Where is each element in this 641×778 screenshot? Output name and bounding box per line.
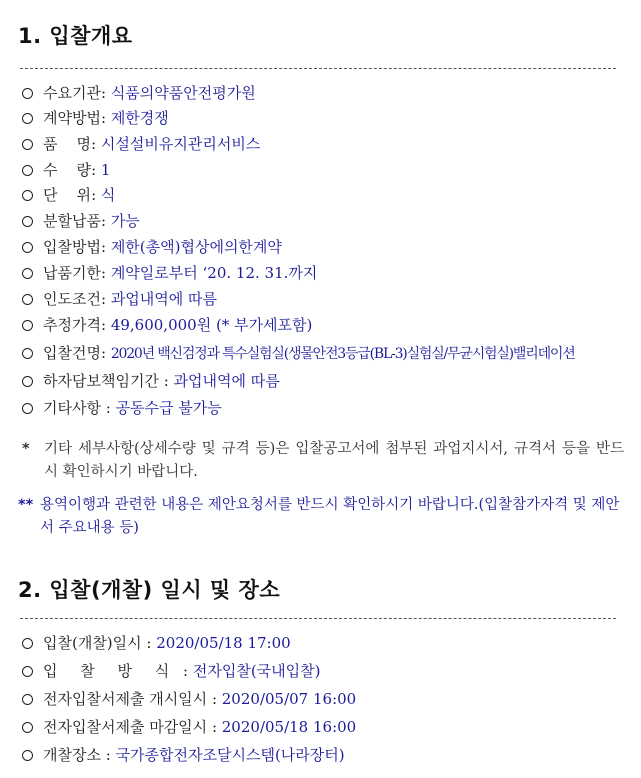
row-separator: : (100, 290, 107, 308)
section-title-schedule: 2. 입찰(개찰) 일시 및 장소 (18, 578, 281, 602)
row-value: 전자입찰(국내입찰) (192, 662, 321, 680)
info-row-partial-delivery (22, 212, 140, 230)
row-value: 가능 (110, 212, 140, 230)
info-row-contract-method (22, 109, 169, 127)
row-separator: : (91, 186, 97, 204)
circle-bullet-icon (22, 165, 33, 176)
info-row-warranty-period (22, 372, 280, 390)
circle-bullet-icon (22, 216, 33, 227)
circle-bullet-icon (22, 190, 33, 201)
row-value: 국가종합전자조달시스템(나라장터) (115, 746, 345, 764)
row-separator: : (91, 135, 97, 153)
row-value: 2020년 백신검정과 특수실험실(생물안전3등급(BL-3)실험실/무균시험실)밸리데이션 (110, 346, 575, 362)
row-label: 수 량 (43, 161, 92, 179)
row-value: 2020/05/18 17:00 (156, 634, 291, 652)
row-value: 제한경쟁 (110, 109, 169, 127)
section-divider (20, 618, 616, 619)
row-label: 입찰방법 (43, 238, 101, 256)
row-value: 2020/05/18 16:00 (221, 718, 357, 736)
row-label: 추정가격 (43, 316, 101, 334)
row-value: 1 (100, 161, 111, 179)
row-separator: : (100, 212, 107, 230)
circle-bullet-icon (22, 638, 33, 649)
row-label: 입찰(개찰)일시 (43, 634, 142, 652)
row-value: 49,600,000원 (* 부가세포함) (110, 316, 313, 334)
circle-bullet-icon (22, 268, 33, 279)
row-label: 납품기한 (43, 264, 101, 282)
info-row-other-matters (22, 399, 222, 417)
row-label: 전자입찰서제출 개시일시 (43, 690, 208, 708)
note-asterisk: * (22, 441, 30, 457)
row-separator: : (100, 344, 107, 362)
row-separator: : (207, 718, 222, 736)
info-row-unit (22, 186, 115, 204)
row-value: 식품의약품안전평가원 (110, 84, 256, 102)
row-separator: : (91, 161, 97, 179)
row-label: 개찰장소 (43, 746, 101, 764)
row-separator: : (100, 399, 116, 417)
note-double-asterisk: ** (18, 497, 34, 513)
row-label: 분할납품 (43, 212, 101, 230)
row-separator: : (100, 238, 107, 256)
info-row-delivery-deadline (22, 264, 317, 282)
section-divider (20, 68, 616, 69)
row-value: 시설설비유지관리서비스 (100, 135, 261, 153)
circle-bullet-icon (22, 750, 33, 761)
note-text: 기타 세부사항(상세수량 및 규격 등)은 입찰공고서에 첨부된 과업지시서, 규격서 등을 반드시 확인하시기 바랍니다. (44, 441, 624, 480)
info-row-item-name (22, 135, 260, 153)
circle-bullet-icon (22, 403, 33, 414)
schedule-row-submission-end (22, 718, 356, 736)
circle-bullet-icon (22, 320, 33, 331)
row-separator: : (100, 264, 107, 282)
note-text: 용역이행과 관련한 내용은 제안요청서를 반드시 확인하시기 바랍니다.(입찰참가자격 및 제안서 주요내용 등) (40, 497, 620, 536)
row-label: 단 위 (43, 186, 92, 204)
row-separator: : (100, 84, 107, 102)
row-label: 입 찰 방 식 (43, 662, 179, 680)
circle-bullet-icon (22, 376, 33, 387)
schedule-row-bid-type (22, 662, 320, 680)
circle-bullet-icon (22, 242, 33, 253)
circle-bullet-icon (22, 139, 33, 150)
schedule-row-bid-datetime (22, 634, 291, 652)
circle-bullet-icon (22, 722, 33, 733)
circle-bullet-icon (22, 666, 33, 677)
row-label: 품 명 (43, 135, 92, 153)
info-row-quantity (22, 161, 110, 179)
info-row-bid-title (22, 344, 575, 363)
row-value: 2020/05/07 16:00 (221, 690, 357, 708)
row-separator: : (178, 662, 193, 680)
schedule-row-opening-place (22, 746, 345, 764)
circle-bullet-icon (22, 348, 33, 359)
row-separator: : (100, 746, 116, 764)
schedule-row-submission-start (22, 690, 356, 708)
row-value: 과업내역에 따름 (173, 372, 280, 390)
info-row-estimated-price (22, 316, 312, 334)
row-separator: : (158, 372, 174, 390)
row-label: 하자담보책임기간 (43, 372, 159, 390)
row-label: 수요기관 (43, 84, 101, 102)
row-label: 전자입찰서제출 마감일시 (43, 718, 208, 736)
info-row-agency (22, 84, 256, 102)
circle-bullet-icon (22, 294, 33, 305)
circle-bullet-icon (22, 113, 33, 124)
row-separator: : (141, 634, 157, 652)
row-value: 과업내역에 따름 (110, 290, 218, 308)
row-separator: : (100, 109, 107, 127)
row-value: 식 (100, 186, 116, 204)
row-label: 인도조건 (43, 290, 101, 308)
row-label: 계약방법 (43, 109, 101, 127)
info-row-bid-method (22, 238, 282, 256)
circle-bullet-icon (22, 88, 33, 99)
row-label: 입찰건명 (43, 344, 101, 362)
row-separator: : (207, 690, 222, 708)
section-title-overview: 1. 입찰개요 (18, 24, 133, 48)
circle-bullet-icon (22, 694, 33, 705)
row-label: 기타사항 (43, 399, 101, 417)
row-value: 계약일로부터 ‘20. 12. 31.까지 (110, 264, 318, 282)
row-value: 공동수급 불가능 (115, 399, 222, 417)
row-value: 제한(총액)협상에의한계약 (110, 238, 282, 256)
row-separator: : (100, 316, 107, 334)
info-row-delivery-terms (22, 290, 217, 308)
